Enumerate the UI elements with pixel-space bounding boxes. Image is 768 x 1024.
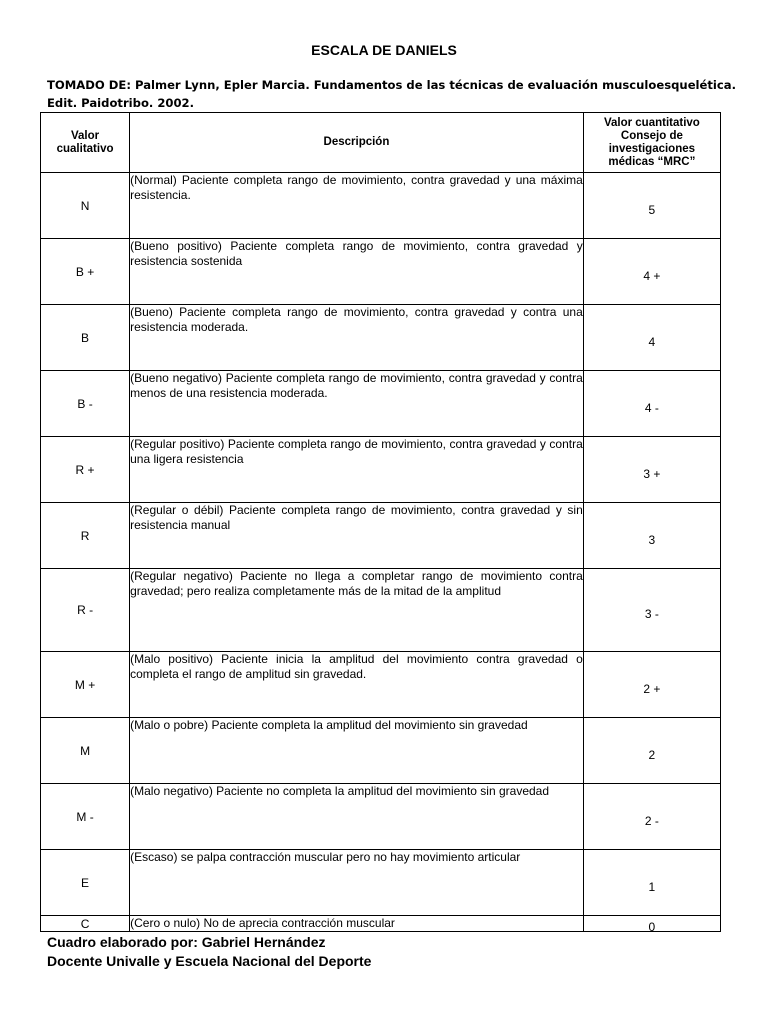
table-header-row: [41, 113, 721, 173]
description-cell: (Bueno negativo) Paciente completa rango de movimiento, contra gravedad y contra menos de una resistencia moderada.: [130, 371, 584, 437]
description-cell: (Regular positivo) Paciente completa rango de movimiento, contra gravedad y contra una ligera resistencia: [130, 437, 584, 503]
grade-cell: R: [41, 503, 130, 569]
table-row: [41, 239, 721, 305]
mrc-cell: [583, 503, 720, 569]
grade-cell: B -: [41, 371, 130, 437]
table-row: [41, 371, 721, 437]
footer-line-2: Docente Univalle y Escuela Nacional del Deporte: [47, 953, 372, 969]
description-cell: (Malo o pobre) Paciente completa la amplitud del movimiento sin gravedad: [130, 718, 584, 784]
description-cell: (Normal) Paciente completa rango de movimiento, contra gravedad y una máxima resistencia.: [130, 173, 584, 239]
source-line-2: Edit. Paidotribo. 2002.: [47, 96, 195, 110]
mrc-value: 4 -: [644, 400, 659, 415]
mrc-cell: [583, 569, 720, 652]
grade-cell: N: [41, 173, 130, 239]
description-cell: (Escaso) se palpa contracción muscular pero no hay movimiento articular: [130, 850, 584, 916]
table-row: [41, 503, 721, 569]
description-cell: (Cero o nulo) No de aprecia contracción muscular: [130, 916, 584, 932]
mrc-cell: [583, 784, 720, 850]
mrc-cell: [583, 371, 720, 437]
description-cell: (Regular negativo) Paciente no llega a completar rango de movimiento contra gravedad; pero realiza completamente más de la mitad de la amplitud: [130, 569, 584, 652]
mrc-cell: [583, 718, 720, 784]
mrc-value: 2 +: [643, 681, 661, 696]
mrc-cell: [583, 916, 720, 932]
description-cell: (Bueno) Paciente completa rango de movimiento, contra gravedad y contra una resistencia moderada.: [130, 305, 584, 371]
grade-cell: E: [41, 850, 130, 916]
grade-cell: M: [41, 718, 130, 784]
mrc-cell: [583, 305, 720, 371]
grade-cell: M +: [41, 652, 130, 718]
mrc-value: 3 -: [644, 607, 659, 621]
header-qualitative: Valor cualitativo: [41, 113, 130, 173]
description-cell: (Malo negativo) Paciente no completa la amplitud del movimiento sin gravedad: [130, 784, 584, 850]
grade-cell: M -: [41, 784, 130, 850]
mrc-value: 3 +: [643, 466, 661, 481]
footer-credit: [47, 933, 371, 971]
table-row: [41, 916, 721, 932]
mrc-cell: [583, 173, 720, 239]
header-quantitative: Valor cuantitativo Consejo de investigaciones médicas “MRC”: [583, 113, 720, 173]
mrc-cell: [583, 239, 720, 305]
grade-cell: B: [41, 305, 130, 371]
mrc-cell: [583, 437, 720, 503]
mrc-value: 2 -: [644, 813, 659, 828]
grade-cell: R +: [41, 437, 130, 503]
description-cell: (Malo positivo) Paciente inicia la amplitud del movimiento contra gravedad o completa el rango de amplitud sin gravedad.: [130, 652, 584, 718]
daniels-scale-table: [40, 112, 721, 932]
mrc-value: 5: [648, 202, 656, 217]
mrc-value: 2: [648, 747, 656, 762]
table-row: [41, 652, 721, 718]
table-row: [41, 437, 721, 503]
source-line-1: TOMADO DE: Palmer Lynn, Epler Marcia. Fundamentos de las técnicas de evaluación musculoesquelética.: [47, 78, 737, 92]
mrc-cell: [583, 652, 720, 718]
grade-cell: C: [41, 916, 130, 932]
mrc-value: 4: [648, 334, 656, 349]
mrc-value: 0: [648, 919, 656, 934]
table-row: [41, 569, 721, 652]
footer-line-1: Cuadro elaborado por: Gabriel Hernández: [47, 934, 326, 950]
description-cell: (Bueno positivo) Paciente completa rango de movimiento, contra gravedad y resistencia sostenida: [130, 239, 584, 305]
grade-cell: B +: [41, 239, 130, 305]
table-row: [41, 173, 721, 239]
mrc-value: 3: [648, 532, 656, 547]
table-row: [41, 305, 721, 371]
description-cell: (Regular o débil) Paciente completa rango de movimiento, contra gravedad y sin resistencia manual: [130, 503, 584, 569]
mrc-value: 1: [648, 879, 656, 894]
page-title: ESCALA DE DANIELS: [311, 42, 457, 58]
mrc-value: 4 +: [643, 268, 661, 283]
table-row: [41, 850, 721, 916]
source-citation: [47, 76, 747, 112]
table-row: [41, 718, 721, 784]
mrc-cell: [583, 850, 720, 916]
table-row: [41, 784, 721, 850]
header-description: Descripción: [130, 113, 584, 173]
grade-cell: R -: [41, 569, 130, 652]
